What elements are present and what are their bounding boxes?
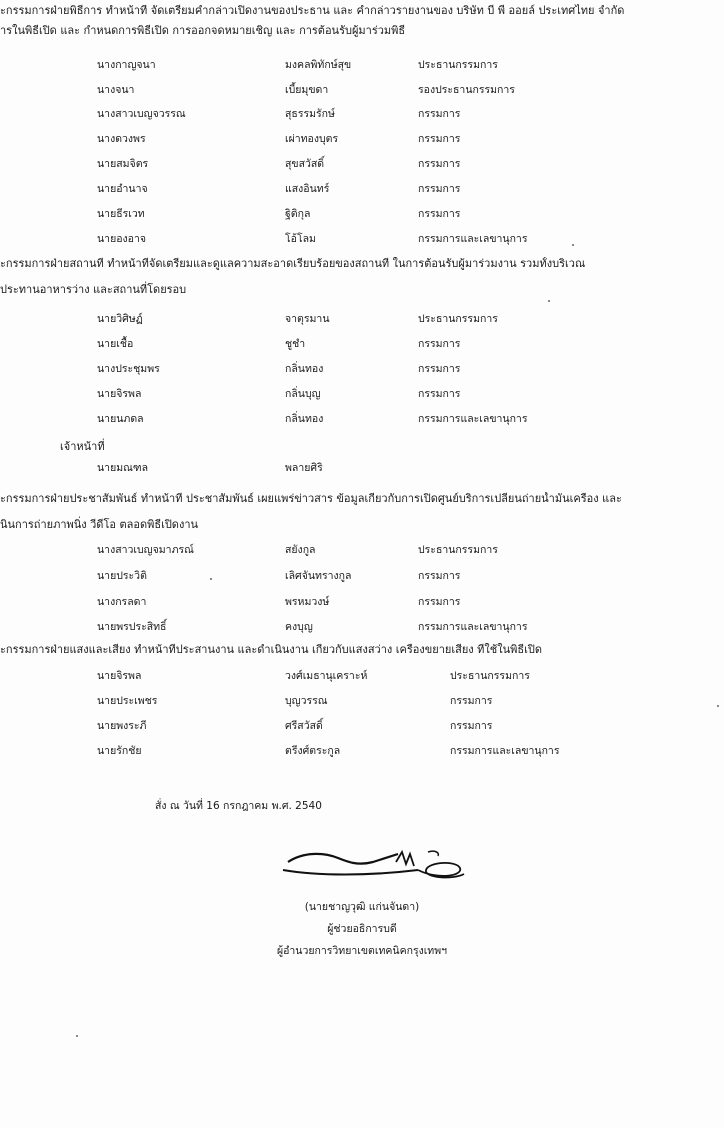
member-last-name: สุธรรมรักษ์: [285, 108, 335, 120]
member-first-name: นางกาญจนา: [97, 59, 156, 71]
member-last-name: คงบุญ: [285, 621, 313, 633]
member-first-name: นางดวงพร: [97, 133, 146, 145]
member-first-name: นายธีรเวท: [97, 208, 145, 220]
scan-speck: [572, 244, 574, 246]
member-last-name: ฐิติกุล: [285, 208, 311, 220]
scan-speck: [76, 1035, 78, 1037]
section-1-line-1: ะกรรมการฝ่ายพิธีการ ทำหน้าที่ จัดเตรียมคำกล่าวเปิดงานของประธาน และ คำกล่าวรายงานของ บริษัท บี พี ออยล์ ประเทศไทย จำกัด: [0, 4, 625, 17]
member-role: กรรมการ: [418, 388, 461, 400]
signer-title-1: ผู้ช่วยอธิการบดี: [327, 923, 397, 935]
member-first-name: นายพรประสิทธิ์: [97, 621, 167, 633]
member-first-name: นายพงระภี: [97, 720, 147, 732]
signature-image: [278, 840, 468, 890]
member-last-name: สุขสวัสดิ์: [285, 158, 325, 170]
section-3-paragraph: [0, 492, 720, 532]
member-first-name: นายวิศิษฏ์: [97, 313, 143, 325]
member-last-name: กลิ่นบุญ: [285, 388, 321, 400]
section-1-paragraph: [0, 4, 720, 38]
member-role: กรรมการ: [450, 695, 493, 707]
member-first-name: นายองอาจ: [97, 233, 147, 245]
section-2-paragraph: [0, 257, 720, 297]
member-first-name: นายรักชัย: [97, 745, 142, 757]
section-4-paragraph: [0, 643, 720, 657]
member-last-name: พรหมวงษ์: [285, 596, 330, 608]
member-role: กรรมการและเลขานุการ: [418, 413, 528, 425]
member-last-name: จาตุรมาน: [285, 313, 330, 325]
member-last-name: เลิศจันทรางกูล: [285, 570, 352, 582]
section-2-line-2: ประทานอาหารว่าง และสถานที่โดยรอบ: [0, 283, 187, 296]
member-first-name: นายอำนาจ: [97, 183, 148, 195]
member-last-name: สยังกูล: [285, 544, 316, 556]
member-role: ประธานกรรมการ: [450, 670, 530, 682]
member-role: กรรมการและเลขานุการ: [418, 621, 528, 633]
member-role: กรรมการ: [418, 108, 461, 120]
member-last-name: วงศ์เมธานุเคราะห์: [285, 670, 368, 682]
member-role: กรรมการ: [418, 158, 461, 170]
member-role: กรรมการและเลขานุการ: [450, 745, 560, 757]
member-last-name: ศรีสวัสดิ์: [285, 720, 323, 732]
member-first-name: นางจนา: [97, 84, 135, 96]
member-role: ประธานกรรมการ: [418, 59, 498, 71]
member-first-name: นางสาวเบญจวรรณ: [97, 108, 186, 120]
member-first-name: นายประเพชร: [97, 695, 158, 707]
member-first-name: นายเชื้อ: [97, 338, 134, 350]
member-first-name: นางกรลดา: [97, 596, 147, 608]
member-role: รองประธานกรรมการ: [418, 84, 515, 96]
member-role: กรรมการ: [418, 596, 461, 608]
section-2-line-1: ะกรรมการฝ่ายสถานที่ ทำหน้าที่จัดเตรียมและดูแลความสะอาดเรียบร้อยของสถานที่ ในการต้อนรับผู้มาร่วมงาน รวมทั้งบริเวณ: [0, 257, 586, 270]
member-last-name: แสงอินทร์: [285, 183, 330, 195]
member-last-name: กลิ่นทอง: [285, 363, 324, 375]
member-role: ประธานกรรมการ: [418, 313, 498, 325]
section-3-line-2: นินการถ่ายภาพนิ่ง วีดีโอ ตลอดพิธีเปิดงาน: [0, 518, 199, 531]
section-4-line-1: ะกรรมการฝ่ายแสงและเสียง ทำหน้าที่ประสานงาน และดำเนินงาน เกี่ยวกับแสงสว่าง เครื่องขยายเสียง ที่ใช้ในพิธีเปิด: [0, 643, 542, 656]
member-role: กรรมการ: [418, 338, 461, 350]
member-role: กรรมการและเลขานุการ: [418, 233, 528, 245]
member-role: กรรมการ: [418, 183, 461, 195]
section-1-line-2: ารในพิธีเปิด และ กำหนดการพิธีเปิด การออกจดหมายเชิญ และ การต้อนรับผู้มาร่วมพิธี: [0, 24, 406, 37]
member-role: กรรมการ: [450, 720, 493, 732]
member-first-name: นายจิรพล: [97, 388, 142, 400]
scan-speck: [548, 300, 550, 302]
member-first-name: นายสมจิตร: [97, 158, 149, 170]
member-last-name: ตรีงศ์ตระกูล: [285, 745, 341, 757]
signer-title-2: ผู้อำนวยการวิทยาเขตเทคนิคกรุงเทพฯ: [276, 945, 448, 957]
member-role: กรรมการ: [418, 363, 461, 375]
member-last-name: กลิ่นทอง: [285, 413, 324, 425]
staff-label: เจ้าหน้าที่: [60, 440, 105, 453]
member-role: กรรมการ: [418, 570, 461, 582]
member-last-name: โอ้โลม: [285, 233, 316, 245]
member-role: ประธานกรรมการ: [418, 544, 498, 556]
member-last-name: เผ่าทองบุตร: [285, 133, 339, 145]
staff-first-name: นายมณฑล: [97, 462, 149, 474]
order-date: สั่ง ณ วันที่ 16 กรกฎาคม พ.ศ. 2540: [155, 800, 322, 812]
signer-name: (นายชาญวุฒิ แก่นจันดา): [304, 901, 420, 913]
member-role: กรรมการ: [418, 208, 461, 220]
member-last-name: บุญวรรณ: [285, 695, 328, 707]
scan-speck: [210, 578, 212, 580]
member-first-name: นางสาวเบญจมาภรณ์: [97, 544, 194, 556]
staff-last-name: พลายศิริ: [285, 462, 323, 474]
member-first-name: นายจิรพล: [97, 670, 142, 682]
member-last-name: เบี้ยมุขดา: [285, 84, 329, 96]
scan-speck: [717, 705, 719, 707]
section-3-line-1: ะกรรมการฝ่ายประชาสัมพันธ์ ทำหน้าที่ ประชาสัมพันธ์ เผยแพร่ข่าวสาร ข้อมูลเกี่ยวกับการเปิดศูนย์บริการเปลี่ยนถ่ายน้ำมันเครื่อง และ: [0, 492, 622, 505]
member-first-name: นายประวิติ: [97, 570, 147, 582]
member-last-name: มงคลพิทักษ์สุข: [285, 59, 352, 71]
member-first-name: นางประชุมพร: [97, 363, 160, 375]
member-last-name: ชูชำ: [285, 338, 306, 350]
member-first-name: นายนภดล: [97, 413, 144, 425]
member-role: กรรมการ: [418, 133, 461, 145]
